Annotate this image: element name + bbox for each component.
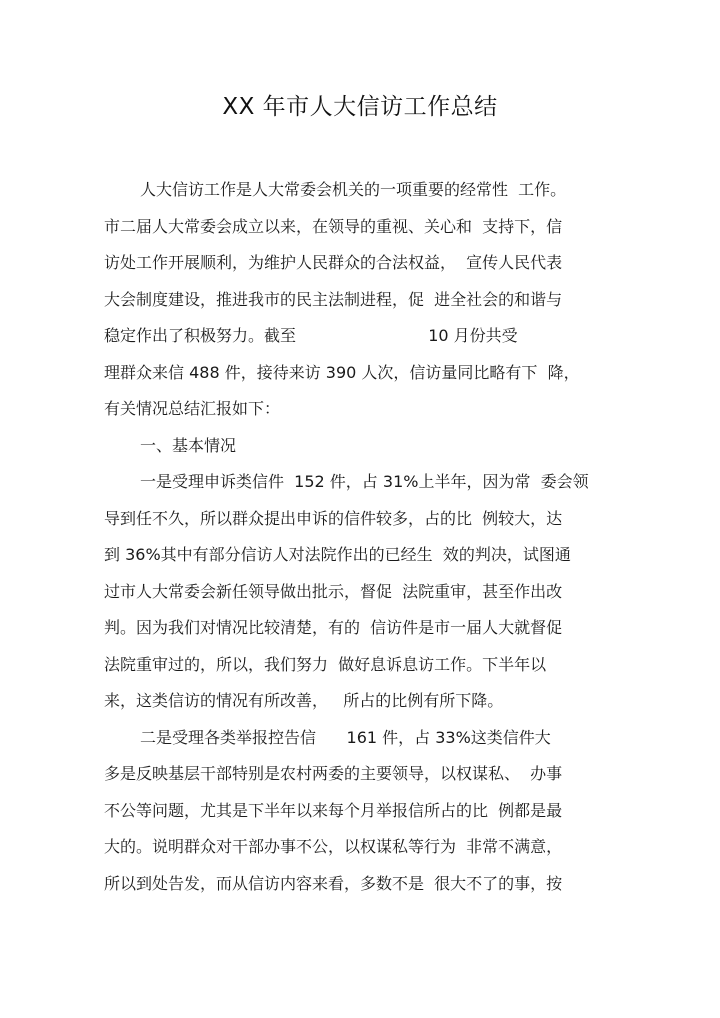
paragraph-line: 到 36%其中有部分信访人对法院作出的已经生 效的判决，试图通	[104, 545, 571, 564]
document-body	[104, 172, 604, 902]
paragraph-line: 二是受理各类举报控告信 161 件，占 33%这类信件大	[140, 727, 551, 747]
paragraph-line: 不公等问题，尤其是下半年以来每个月举报信所占的比 例都是最	[104, 800, 563, 820]
paragraph-line: 来，这类信访的情况有所改善， 所占的比例有所下降。	[104, 691, 504, 710]
page-title: XX 年市人大信访工作总结	[222, 94, 498, 120]
paragraph-line: 大会制度建设，推进我市的民主法制进程，促 进全社会的和谐与	[104, 289, 563, 309]
paragraph-line: 导到任不久，所以群众提出申诉的信件较多，占的比 例较大，达	[104, 508, 563, 528]
paragraph-line: 人大信访工作是人大常委会机关的一项重要的经常性 工作。	[140, 180, 567, 199]
paragraph-line: 市二届人大常委会成立以来，在领导的重视、关心和 支持下，信	[104, 216, 563, 236]
section-heading: 一、基本情况	[140, 435, 237, 455]
paragraph-line: 访处工作开展顺利，为维护人民群众的合法权益， 宣传人民代表	[104, 253, 563, 272]
paragraph-line: 稳定作出了积极努力。截至 10 月份共受	[104, 326, 518, 345]
paragraph-line: 判。因为我们对情况比较清楚，有的 信访件是市一届人大就督促	[104, 618, 563, 637]
paragraph-line: 法院重审过的，所以，我们努力 做好息诉息访工作。下半年以	[104, 654, 547, 674]
paragraph-line: 多是反映基层干部特别是农村两委的主要领导，以权谋私、 办事	[104, 764, 563, 783]
paragraph-line: 一是受理申诉类信件 152 件，占 31%上半年，因为常 委会领	[140, 472, 589, 491]
paragraph-line: 有关情况总结汇报如下：	[104, 399, 281, 418]
paragraph-line: 理群众来信 488 件，接待来访 390 人次，信访量同比略有下 降，	[104, 362, 580, 382]
paragraph-line: 所以到处告发，而从信访内容来看，多数不是 很大不了的事，按	[104, 873, 563, 893]
paragraph-line: 大的。说明群众对干部办事不公，以权谋私等行为 非常不满意，	[104, 837, 563, 856]
paragraph-line: 过市人大常委会新任领导做出批示，督促 法院重审，甚至作出改	[104, 581, 563, 601]
